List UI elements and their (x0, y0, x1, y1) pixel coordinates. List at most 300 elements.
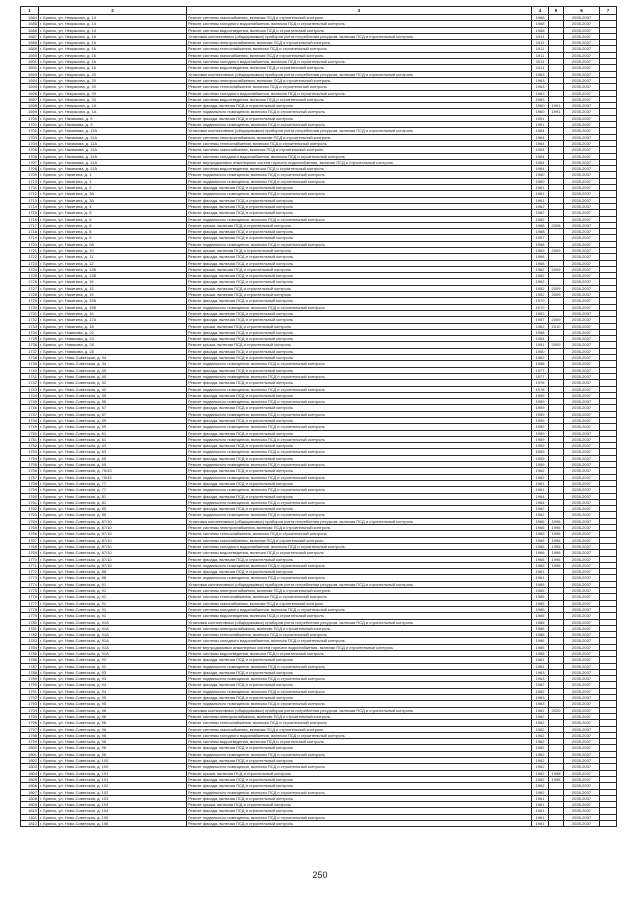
period-cell: 2035-2037 (564, 52, 600, 58)
row-number-cell: 1718 (21, 229, 39, 235)
row-number-cell: 1695 (21, 84, 39, 90)
period-cell: 2035-2037 (564, 537, 600, 543)
work-type-cell: Ремонт фасада, включая ПСД и строительный контроль (187, 254, 532, 260)
row-number-cell: 1781 (21, 625, 39, 631)
build-year-cell: 1961 (532, 575, 549, 581)
build-year-cell: 1960 (532, 178, 549, 184)
build-year-cell: 1952 (532, 285, 549, 291)
work-type-cell: Ремонт фасада, включая ПСД и строительный контроль (187, 329, 532, 335)
work-type-cell: Ремонт системы газоснабжения, включая ПСД и строительный контроль (187, 52, 532, 58)
address-cell: г. Брянск, ул. Никитина, д. 8 (39, 222, 187, 228)
work-type-cell: Ремонт крыши, включая ПСД и строительный контроль (187, 323, 532, 329)
build-year-cell: 1962 (532, 279, 549, 285)
period-cell: 2035-2037 (564, 462, 600, 468)
row-number-cell: 1751 (21, 436, 39, 442)
row-number-cell: 1736 (21, 342, 39, 348)
address-cell: г. Брянск, ул. Ново-Советская, д. 92 (39, 657, 187, 663)
row-number-cell: 1786 (21, 657, 39, 663)
row-number-cell: 1712 (21, 191, 39, 197)
build-year-cell: 1966 (532, 518, 549, 524)
period-cell: 2035-2037 (564, 46, 600, 52)
period-cell: 2035-2037 (564, 625, 600, 631)
period-cell: 2035-2037 (564, 650, 600, 656)
work-type-cell: Ремонт фасада, включая ПСД и строительный контроль (187, 392, 532, 398)
work-type-cell: Ремонт крыши, включая ПСД и строительный контроль (187, 342, 532, 348)
row-number-cell: 1795 (21, 713, 39, 719)
address-cell: г. Брянск, ул. Некрасова, д. 20 (39, 84, 187, 90)
build-year-cell: 1961 (532, 795, 549, 801)
repair-year-cell: 2009 (549, 317, 564, 323)
build-year-cell: 1911 (532, 52, 549, 58)
address-cell: г. Брянск, ул. Ново-Советская, д. 57 (39, 405, 187, 411)
row-number-cell: 1747 (21, 411, 39, 417)
build-year-cell: 1963 (532, 71, 549, 77)
build-year-cell: 1962 (532, 751, 549, 757)
period-cell: 2035-2037 (564, 399, 600, 405)
address-cell: г. Брянск, ул. Ново-Советская, д. 91 (39, 606, 187, 612)
repair-year-cell: 2020 (549, 707, 564, 713)
work-type-cell: Ремонт подвального помещения, включая ПСД и строительный контроль (187, 361, 532, 367)
build-year-cell: 1961 (532, 185, 549, 191)
address-cell: г. Брянск, ул. Никитина, д. 15 (39, 279, 187, 285)
build-year-cell: 1966 (532, 550, 549, 556)
row-number-cell: 1772 (21, 569, 39, 575)
period-cell: 2035-2037 (564, 304, 600, 310)
period-cell: 2035-2037 (564, 386, 600, 392)
address-cell: г. Брянск, ул. Некрасова, д. 16 (39, 33, 187, 39)
period-cell: 2035-2037 (564, 65, 600, 71)
address-cell: г. Брянск, ул. Никитина, д. 15 (39, 292, 187, 298)
period-cell: 2035-2037 (564, 147, 600, 153)
address-cell: г. Брянск, ул. Ново-Советская, д. 103 (39, 795, 187, 801)
row-number-cell: 1773 (21, 575, 39, 581)
row-number-cell: 1804 (21, 770, 39, 776)
address-cell: г. Брянск, ул. Ново-Советская, д. 87/10 (39, 543, 187, 549)
address-cell: г. Брянск, ул. Ново-Советская, д. 93 (39, 669, 187, 675)
period-cell: 2035-2037 (564, 279, 600, 285)
address-cell: г. Брянск, ул. Ново-Советская, д. 81 (39, 493, 187, 499)
row-number-cell: 1689 (21, 46, 39, 52)
build-year-cell: 1966 (532, 543, 549, 549)
address-cell: г. Брянск, ул. Новикова, д. 24 (39, 336, 187, 342)
work-type-cell: Ремонт фасада, включая ПСД и строительный контроль (187, 556, 532, 562)
period-cell: 2035-2037 (564, 632, 600, 638)
address-cell: г. Брянск, ул. Ново-Советская, д. 40 (39, 367, 187, 373)
build-year-cell: 1959 (532, 455, 549, 461)
build-year-cell: 1959 (532, 462, 549, 468)
row-number-cell: 1750 (21, 430, 39, 436)
address-cell: г. Брянск, ул. Никитина, д. 3А (39, 197, 187, 203)
build-year-cell: 1960 (532, 103, 549, 109)
build-year-cell: 1962 (532, 323, 549, 329)
period-cell: 2035-2037 (564, 764, 600, 770)
work-type-cell: Ремонт системы холодного водоснабжения, включая ПСД и строительный контроль (187, 59, 532, 65)
row-number-cell: 1770 (21, 556, 39, 562)
work-type-cell: Ремонт системы водоотведения, включая ПСД и строительный контроль (187, 550, 532, 556)
row-number-cell: 1697 (21, 96, 39, 102)
work-type-cell: Ремонт подвального помещения, включая ПСД и строительный контроль (187, 688, 532, 694)
work-type-cell: Ремонт фасада, включая ПСД и строительный контроль (187, 260, 532, 266)
period-cell: 2035-2037 (564, 348, 600, 354)
row-number-cell: 1792 (21, 695, 39, 701)
work-type-cell: Ремонт фасада, включая ПСД и строительный контроль (187, 669, 532, 675)
address-cell: г. Брянск, ул. Ново-Советская, д. 94 (39, 682, 187, 688)
address-cell: г. Брянск, ул. Некрасова, д. 16 (39, 59, 187, 65)
build-year-cell: 1962 (532, 506, 549, 512)
address-cell: г. Брянск, ул. Никитина, д. 1 (39, 172, 187, 178)
address-cell: г. Брянск, ул. Никитина, д. 6 (39, 216, 187, 222)
period-cell: 2035-2037 (564, 707, 600, 713)
address-cell: г. Брянск, ул. Никитина, д. 12 (39, 260, 187, 266)
row-number-cell: 1759 (21, 487, 39, 493)
build-year-cell: 1951 (532, 342, 549, 348)
address-cell: г. Брянск, ул. Никитина, д. 15 (39, 285, 187, 291)
address-cell: г. Брянск, ул. Ново-Советская, д. 96 (39, 745, 187, 751)
period-cell: 2035-2037 (564, 405, 600, 411)
build-year-cell: 1961 (532, 487, 549, 493)
address-cell: г. Брянск, ул. Некрасова, д. 1А (39, 103, 187, 109)
address-cell: г. Брянск, ул. Никитина, д. 4 (39, 203, 187, 209)
build-year-cell: 1963 (532, 695, 549, 701)
period-cell: 2035-2037 (564, 329, 600, 335)
build-year-cell: 1964 (532, 159, 549, 165)
build-year-cell: 1970 (532, 304, 549, 310)
row-number-cell: 1775 (21, 588, 39, 594)
row-number-cell: 1749 (21, 424, 39, 430)
address-cell: г. Брянск, ул. Ново-Советская, д. 42 (39, 386, 187, 392)
address-cell: г. Брянск, ул. Ново-Советская, д. 106 (39, 821, 187, 827)
period-cell: 2035-2037 (564, 77, 600, 83)
address-cell: г. Брянск, ул. Ново-Советская, д. 96 (39, 713, 187, 719)
work-type-cell: Ремонт фасада, включая ПСД и строительный контроль (187, 821, 532, 827)
work-type-cell: Ремонт подвального помещения, включая ПСД и строительный контроль (187, 462, 532, 468)
column-header: 6 (564, 7, 600, 15)
work-type-cell: Ремонт подвального помещения, включая ПСД и строительный контроль (187, 191, 532, 197)
row-number-cell: 1706 (21, 153, 39, 159)
address-cell: г. Брянск, ул. Ново-Советская, д. 104 (39, 802, 187, 808)
period-cell: 2035-2037 (564, 493, 600, 499)
work-type-cell: Ремонт фасада, включая ПСД и строительный контроль (187, 298, 532, 304)
build-year-cell: 1961 (532, 197, 549, 203)
build-year-cell: 1964 (532, 134, 549, 140)
row-number-cell: 1791 (21, 688, 39, 694)
build-year-cell: 1968 (532, 361, 549, 367)
build-year-cell: 1968 (532, 260, 549, 266)
row-number-cell: 1698 (21, 103, 39, 109)
period-cell: 2035-2037 (564, 613, 600, 619)
work-type-cell: Ремонт системы холодного водоснабжения, включая ПСД и строительный контроль (187, 543, 532, 549)
period-cell: 2035-2037 (564, 663, 600, 669)
work-type-cell: Ремонт фасада, включая ПСД и строительный контроль (187, 783, 532, 789)
work-type-cell: Ремонт системы холодного водоснабжения, включая ПСД и строительный контроль (187, 21, 532, 27)
build-year-cell: 1962 (532, 512, 549, 518)
work-type-cell: Ремонт подвального помещения, включая ПСД и строительный контроль (187, 122, 532, 128)
work-type-cell: Ремонт подвального помещения, включая ПСД и строительный контроль (187, 411, 532, 417)
row-number-cell: 1730 (21, 304, 39, 310)
row-number-cell: 1761 (21, 499, 39, 505)
column-header: 7 (600, 7, 617, 15)
address-cell: г. Брянск, ул. Ново-Советская, д. 95 (39, 695, 187, 701)
build-year-cell: 1961 (532, 480, 549, 486)
address-cell: г. Брянск, ул. Никитина, д. 1 (39, 178, 187, 184)
period-cell: 2035-2037 (564, 361, 600, 367)
work-type-cell: Ремонт системы теплоснабжения, включая ПСД и строительный контроль (187, 531, 532, 537)
row-number-cell: 1723 (21, 260, 39, 266)
row-number-cell: 1700 (21, 115, 39, 121)
build-year-cell: 1970 (532, 298, 549, 304)
address-cell: г. Брянск, ул. Ново-Советская, д. 96 (39, 739, 187, 745)
row-number-cell: 1785 (21, 650, 39, 656)
period-cell: 2035-2037 (564, 336, 600, 342)
work-type-cell: Ремонт системы электроснабжения, включая ПСД и строительный контроль (187, 134, 532, 140)
period-cell: 2035-2037 (564, 298, 600, 304)
address-cell: г. Брянск, ул. Ново-Советская, д. 88 (39, 575, 187, 581)
build-year-cell: 1963 (532, 90, 549, 96)
build-year-cell: 1966 (532, 556, 549, 562)
address-cell: г. Брянск, ул. Нахимова, д. 11А (39, 140, 187, 146)
work-type-cell: Ремонт системы электроснабжения, включая ПСД и строительный контроль (187, 588, 532, 594)
row-number-cell: 1748 (21, 418, 39, 424)
address-cell: г. Брянск, ул. Нахимова, д. 9 (39, 115, 187, 121)
address-cell: г. Брянск, ул. Ново-Советская, д. 105 (39, 814, 187, 820)
row-number-cell: 1724 (21, 266, 39, 272)
row-number-cell: 1725 (21, 273, 39, 279)
work-type-cell: Ремонт фасада, включая ПСД и строительный контроль (187, 745, 532, 751)
work-type-cell: Ремонт системы газоснабжения, включая ПСД и строительный контроль (187, 537, 532, 543)
build-year-cell: 1978 (532, 386, 549, 392)
build-year-cell: 1968 (532, 27, 549, 33)
row-number-cell: 1812 (21, 821, 39, 827)
work-type-cell: Ремонт системы теплоснабжения, включая ПСД и строительный контроль (187, 140, 532, 146)
build-year-cell: 1960 (532, 109, 549, 115)
address-cell: г. Брянск, ул. Ново-Советская, д. 34 (39, 355, 187, 361)
row-number-cell: 1780 (21, 619, 39, 625)
address-cell: г. Брянск, ул. Нахимова, д. 11А (39, 128, 187, 134)
table-body (21, 7, 617, 827)
row-number-cell: 1803 (21, 764, 39, 770)
work-type-cell: Ремонт подвального помещения, включая ПСД и строительный контроль (187, 676, 532, 682)
address-cell: г. Брянск, ул. Ново-Советская, д. 75/43 (39, 474, 187, 480)
build-year-cell: 1962 (532, 210, 549, 216)
work-type-cell: Ремонт подвального помещения, включая ПСД и строительный контроль (187, 304, 532, 310)
address-cell: г. Брянск, ул. Нахимова, д. 11А (39, 166, 187, 172)
period-cell: 2035-2037 (564, 449, 600, 455)
period-cell: 2035-2037 (564, 84, 600, 90)
work-type-cell: Ремонт подвального помещения, включая ПСД и строительный контроль (187, 172, 532, 178)
register-sheet (20, 6, 616, 827)
row-number-cell: 1746 (21, 405, 39, 411)
build-year-cell: 1962 (532, 770, 549, 776)
build-year-cell: 1959 (532, 424, 549, 430)
work-type-cell: Ремонт системы электроснабжения, включая ПСД и строительный контроль (187, 525, 532, 531)
build-year-cell: 1963 (532, 676, 549, 682)
row-number-cell: 1737 (21, 348, 39, 354)
work-type-cell: Ремонт системы холодного водоснабжения, включая ПСД и строительный контроль (187, 90, 532, 96)
row-number-cell: 1771 (21, 562, 39, 568)
address-cell: г. Брянск, ул. Ново-Советская, д. 87/10 (39, 556, 187, 562)
period-cell: 2035-2037 (564, 59, 600, 65)
period-cell: 2035-2037 (564, 783, 600, 789)
period-cell: 2035-2037 (564, 247, 600, 253)
period-cell: 2035-2037 (564, 260, 600, 266)
work-type-cell: Ремонт фасада, включая ПСД и строительный контроль (187, 405, 532, 411)
work-type-cell: Ремонт внутридомовых инженерных систем горячего водоснабжения, включая ПСД и строительный контроль (187, 644, 532, 650)
work-type-cell: Ремонт системы водоотведения, включая ПСД и строительный контроль (187, 613, 532, 619)
work-type-cell: Ремонт фасада, включая ПСД и строительный контроль (187, 279, 532, 285)
work-type-cell: Ремонт системы холодного водоснабжения, включая ПСД и строительный контроль (187, 638, 532, 644)
row-number-cell: 1801 (21, 751, 39, 757)
build-year-cell: 1985 (532, 606, 549, 612)
work-type-cell: Ремонт подвального помещения, включая ПСД и строительный контроль (187, 241, 532, 247)
row-number-cell: 1752 (21, 443, 39, 449)
address-cell: г. Брянск, ул. Ново-Советская, д. 88 (39, 569, 187, 575)
build-year-cell: 1986 (532, 625, 549, 631)
address-cell: г. Брянск, ул. Ново-Советская, д. 77 (39, 487, 187, 493)
work-type-cell: Ремонт системы газоснабжения, включая ПСД и строительный контроль (187, 15, 532, 21)
period-cell: 2035-2037 (564, 726, 600, 732)
work-type-cell: Ремонт фасада, включая ПСД и строительный контроль (187, 758, 532, 764)
extra-cell (600, 821, 617, 827)
work-type-cell: Ремонт подвального помещения, включая ПСД и строительный контроль (187, 575, 532, 581)
period-cell: 2035-2037 (564, 695, 600, 701)
address-cell: г. Брянск, ул. Ново-Советская, д. 91 (39, 588, 187, 594)
period-cell: 2035-2037 (564, 606, 600, 612)
period-cell: 2035-2037 (564, 562, 600, 568)
period-cell: 2035-2037 (564, 588, 600, 594)
address-cell: г. Брянск, ул. Ново-Советская, д. 34 (39, 361, 187, 367)
period-cell: 2035-2037 (564, 594, 600, 600)
period-cell: 2035-2037 (564, 518, 600, 524)
repair-year-cell: 2009 (549, 292, 564, 298)
build-year-cell: 1962 (532, 713, 549, 719)
build-year-cell: 1951 (532, 115, 549, 121)
period-cell: 2035-2037 (564, 575, 600, 581)
table-row (21, 821, 617, 827)
build-year-cell: 1985 (532, 581, 549, 587)
row-number-cell: 1766 (21, 531, 39, 537)
capital-repair-table (20, 6, 617, 827)
work-type-cell: Ремонт фасада, включая ПСД и строительный контроль (187, 455, 532, 461)
address-cell: г. Брянск, ул. Ново-Советская, д. 96 (39, 707, 187, 713)
build-year-cell: 1957 (532, 235, 549, 241)
address-cell: г. Брянск, ул. Никитина, д. 9А (39, 241, 187, 247)
row-number-cell: 1705 (21, 147, 39, 153)
row-number-cell: 1709 (21, 172, 39, 178)
address-cell: г. Брянск, ул. Никитина, д. 13Б (39, 266, 187, 272)
work-type-cell: Ремонт крыши, включая ПСД и строительный контроль (187, 285, 532, 291)
work-type-cell: Ремонт подвального помещения, включая ПСД и строительный контроль (187, 216, 532, 222)
build-year-cell: 1961 (532, 657, 549, 663)
row-number-cell: 1806 (21, 783, 39, 789)
row-number-cell: 1693 (21, 71, 39, 77)
row-number-cell: 1722 (21, 254, 39, 260)
work-type-cell: Установка коллективных (общедомовых) приборов учета потребления ресурсов, включая ПСД и строительный контроль (187, 71, 532, 77)
build-year-cell: 1963 (532, 669, 549, 675)
table-header-row (21, 7, 617, 15)
period-cell: 2035-2037 (564, 770, 600, 776)
address-cell: г. Брянск, ул. Новикова, д. 26 (39, 342, 187, 348)
address-cell: г. Брянск, ул. Ново-Советская, д. 91А (39, 632, 187, 638)
address-cell: г. Брянск, ул. Ново-Советская, д. 57 (39, 411, 187, 417)
address-cell: г. Брянск, ул. Некрасова, д. 20 (39, 96, 187, 102)
row-number-cell: 1731 (21, 310, 39, 316)
address-cell: г. Брянск, ул. Ново-Советская, д. 100 (39, 764, 187, 770)
row-number-cell: 1755 (21, 462, 39, 468)
work-type-cell: Ремонт системы газоснабжения, включая ПСД и строительный контроль (187, 147, 532, 153)
work-type-cell: Ремонт подвального помещения, включая ПСД и строительный контроль (187, 789, 532, 795)
row-number-cell: 1788 (21, 669, 39, 675)
row-number-cell: 1716 (21, 216, 39, 222)
row-number-cell: 1805 (21, 776, 39, 782)
build-year-cell: 1962 (532, 739, 549, 745)
work-type-cell: Ремонт системы электроснабжения, включая ПСД и строительный контроль (187, 625, 532, 631)
period-cell: 2035-2037 (564, 216, 600, 222)
row-number-cell: 1800 (21, 745, 39, 751)
build-year-cell: 1968 (532, 15, 549, 21)
address-cell: г. Брянск, ул. Никитина, д. 10 (39, 247, 187, 253)
period-cell: 2035-2037 (564, 720, 600, 726)
row-number-cell: 1721 (21, 247, 39, 253)
period-cell: 2035-2037 (564, 15, 600, 21)
period-cell: 2035-2037 (564, 739, 600, 745)
row-number-cell: 1704 (21, 140, 39, 146)
period-cell: 2035-2037 (564, 159, 600, 165)
build-year-cell: 1966 (532, 562, 549, 568)
build-year-cell: 1986 (532, 650, 549, 656)
address-cell: г. Брянск, ул. Ново-Советская, д. 61 (39, 430, 187, 436)
row-number-cell: 1711 (21, 185, 39, 191)
period-cell: 2035-2037 (564, 254, 600, 260)
period-cell: 2035-2037 (564, 789, 600, 795)
work-type-cell: Ремонт системы холодного водоснабжения, включая ПСД и строительный контроль (187, 732, 532, 738)
period-cell: 2035-2037 (564, 266, 600, 272)
address-cell: г. Брянск, ул. Ново-Советская, д. 91 (39, 613, 187, 619)
work-type-cell: Ремонт подвального помещения, включая ПСД и строительный контроль (187, 701, 532, 707)
period-cell: 2035-2037 (564, 122, 600, 128)
address-cell: г. Брянск, ул. Никитина, д. 15Б (39, 298, 187, 304)
row-number-cell: 1744 (21, 392, 39, 398)
period-cell: 2035-2037 (564, 317, 600, 323)
period-cell: 2035-2037 (564, 657, 600, 663)
address-cell: г. Брянск, ул. Ново-Советская, д. 100 (39, 758, 187, 764)
work-type-cell: Ремонт фасада, включая ПСД и строительный контроль (187, 203, 532, 209)
row-number-cell: 1686 (21, 27, 39, 33)
period-cell: 2035-2037 (564, 96, 600, 102)
work-type-cell: Ремонт фасада, включая ПСД и строительный контроль (187, 808, 532, 814)
row-number-cell: 1740 (21, 367, 39, 373)
repair-year-cell: 1996 (549, 531, 564, 537)
work-type-cell: Ремонт системы водоотведения, включая ПСД и строительный контроль (187, 166, 532, 172)
address-cell: г. Брянск, ул. Никитина, д. 2 (39, 185, 187, 191)
address-cell: г. Брянск, ул. Ново-Советская, д. 65 (39, 462, 187, 468)
build-year-cell: 1962 (532, 688, 549, 694)
work-type-cell: Ремонт фасада, включая ПСД и строительный контроль (187, 185, 532, 191)
period-cell: 2035-2037 (564, 323, 600, 329)
address-cell: г. Брянск, ул. Некрасова, д. 1А (39, 109, 187, 115)
work-type-cell: Ремонт крыши, включая ПСД и строительный контроль (187, 770, 532, 776)
period-cell: 2035-2037 (564, 676, 600, 682)
row-number-cell: 1798 (21, 732, 39, 738)
work-type-cell: Ремонт подвального помещения, включая ПСД и строительный контроль (187, 499, 532, 505)
address-cell: г. Брянск, ул. Ново-Советская, д. 55 (39, 399, 187, 405)
work-type-cell: Ремонт фасада, включая ПСД и строительный контроль (187, 273, 532, 279)
row-number-cell: 1742 (21, 380, 39, 386)
work-type-cell: Ремонт фасада, включая ПСД и строительный контроль (187, 506, 532, 512)
period-cell: 2035-2037 (564, 436, 600, 442)
build-year-cell: 1964 (532, 140, 549, 146)
build-year-cell: 1959 (532, 443, 549, 449)
build-year-cell: 1911 (532, 46, 549, 52)
